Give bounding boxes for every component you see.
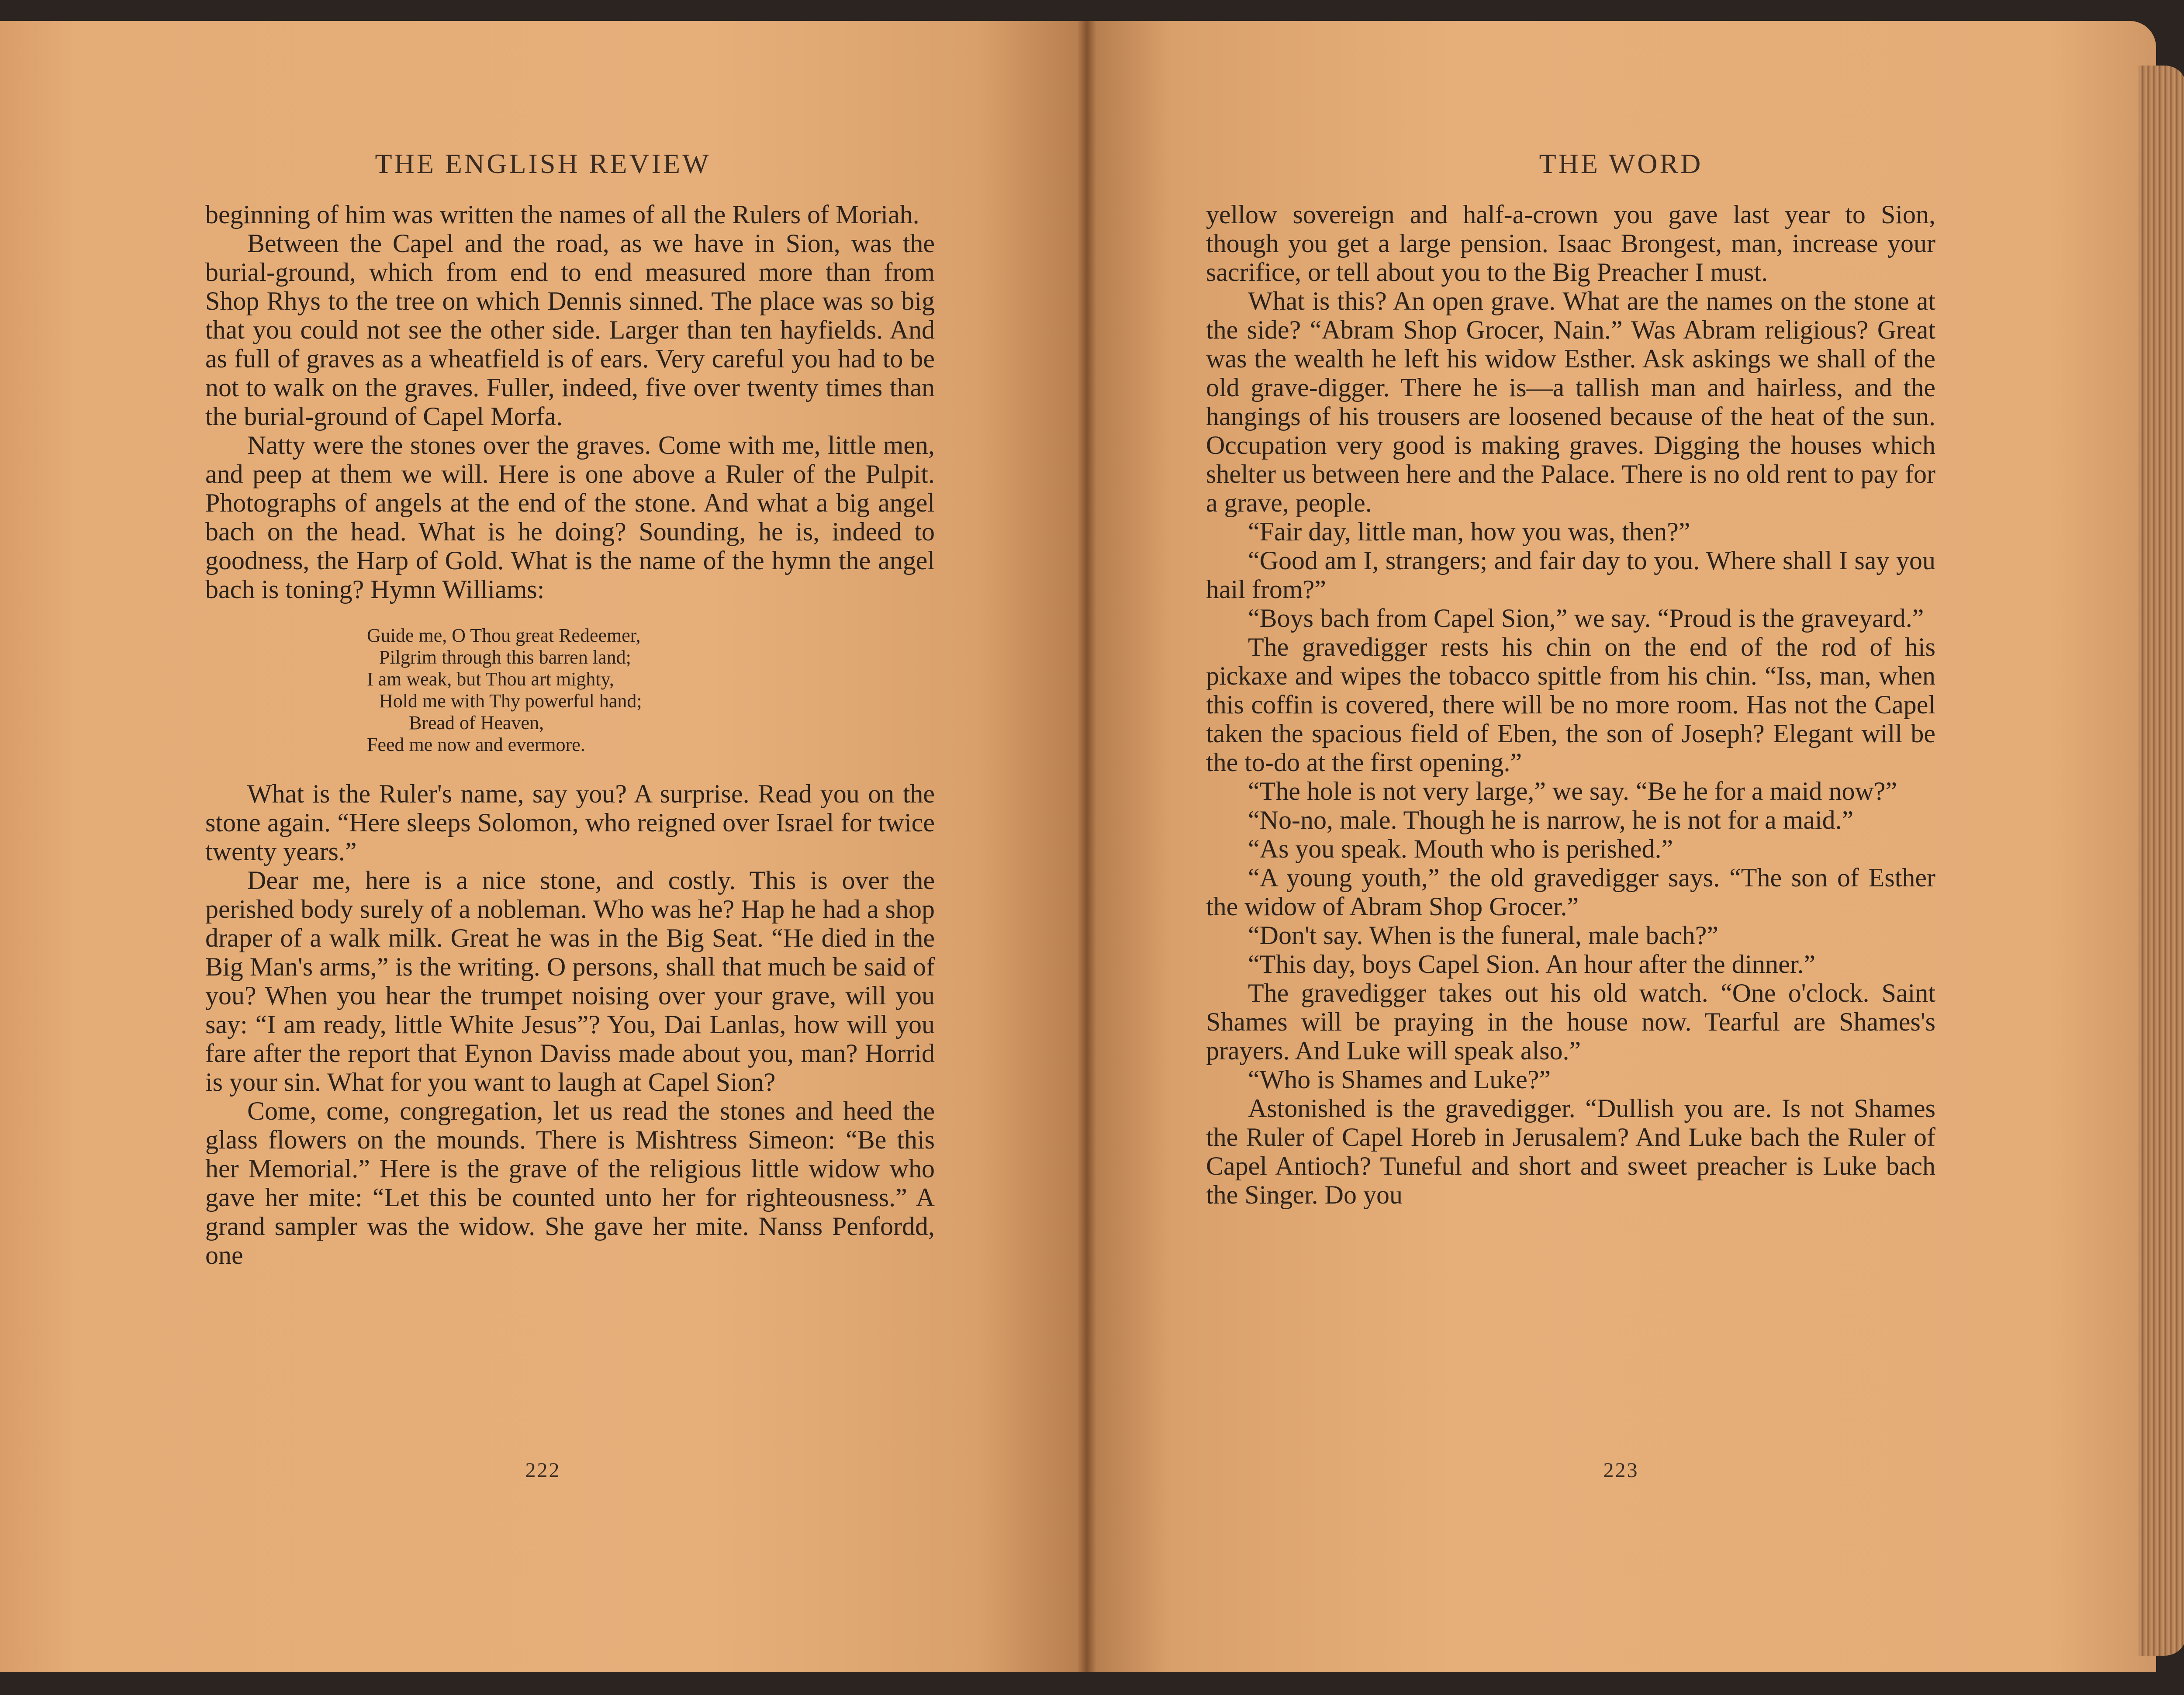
right-paragraph: “As you speak. Mouth who is perished.”: [1248, 834, 1673, 863]
left-paragraph: Dear me, here is a nice stone, and costly. This is over the perished body surely of a nobleman. Who was he? Hap he had a shop draper of a walk milk. Great he was in the Big Seat. “He died in the Big Man's arms,” is the writing. O persons, shall that much be said of you? When you hear the trumpet noising over your grave, will you say: “I am ready, little White Jesus”? You, Dai Lanlas, how will you fare after the report that Eynon Daviss made about you, man? Horrid is your sin. What for you want to laugh at Capel Sion?: [205, 866, 935, 1097]
left-paragraph: Between the Capel and the road, as we have in Sion, was the burial-ground, which from end to end measured more than from Shop Rhys to the tree on which Dennis sinned. The place was so big that you could not see the other side. Larger than ten hayfields. And as full of graves as a wheatfield is of ears. Very careful you had to be not to walk on the graves. Fuller, indeed, five over twenty times than the burial-ground of Capel Morfa.: [205, 229, 935, 431]
right-text-column: [1206, 200, 1935, 1209]
right-paragraph: “Good am I, strangers; and fair day to you. Where shall I say you hail from?”: [1206, 546, 1935, 604]
left-paragraph: Come, come, congregation, let us read the stones and heed the glass flowers on the mounds. There is Mishtress Simeon: “Be this her Memorial.” Here is the grave of the religious little widow who gave her mite: “Let this be counted unto her for righteousness.” A grand sampler was the widow. She gave her mite. Nanss Penfordd, one: [205, 1097, 935, 1270]
right-paragraph: Astonished is the gravedigger. “Dullish you are. Is not Shames the Ruler of Capel Horeb in Jerusalem? And Luke bach the Ruler of Capel Antioch? Tuneful and short and sweet preacher is Luke bach the Singer. Do you: [1206, 1094, 1935, 1209]
right-paragraph: “This day, boys Capel Sion. An hour after the dinner.”: [1248, 950, 1816, 979]
verse-line: Bread of Heaven,: [409, 712, 544, 733]
left-text-column: [205, 200, 935, 1270]
right-paragraph: What is this? An open grave. What are the names on the stone at the side? “Abram Shop Grocer, Nain.” Was Abram religious? Great was the wealth he left his widow Esther. Ask askings we shall of the old grave-digger. There he is—a tallish man and hairless, and the hangings of his trousers are loosened because of the heat of the sun. Occupation very good is making graves. Digging the houses which shelter us between here and the Palace. There is no old rent to pay for a grave, people.: [1206, 287, 1935, 517]
verse-line: Guide me, O Thou great Redeemer,: [367, 625, 641, 646]
page-edges: [2139, 66, 2184, 1656]
verse-line: Pilgrim through this barren land;: [379, 647, 631, 668]
right-paragraph: The gravedigger takes out his old watch. “One o'clock. Saint Shames will be praying in the house now. Tearful are Shames's prayers. And Luke will speak also.”: [1206, 979, 1935, 1065]
right-page: [1086, 21, 2156, 1672]
right-paragraph: “The hole is not very large,” we say. “Be he for a maid now?”: [1248, 777, 1897, 806]
right-page-number: 223: [1603, 1459, 1639, 1482]
left-page-number: 222: [525, 1459, 561, 1482]
right-paragraph: “Who is Shames and Luke?”: [1248, 1065, 1551, 1094]
verse-line: Hold me with Thy powerful hand;: [379, 690, 642, 712]
left-paragraph: What is the Ruler's name, say you? A surprise. Read you on the stone again. “Here sleeps Solomon, who reigned over Israel for twice twenty years.”: [205, 779, 935, 866]
verse-line: Feed me now and evermore.: [367, 734, 585, 755]
right-paragraph: “Fair day, little man, how you was, then?”: [1248, 517, 1690, 546]
verse-line: I am weak, but Thou art mighty,: [367, 668, 614, 690]
right-paragraph: “A young youth,” the old gravedigger says. “The son of Esther the widow of Abram Shop Grocer.”: [1206, 863, 1935, 921]
right-running-head: THE WORD: [1539, 148, 1703, 179]
left-running-head: THE ENGLISH REVIEW: [375, 148, 711, 179]
right-paragraph: “Don't say. When is the funeral, male bach?”: [1248, 921, 1719, 950]
right-paragraph: yellow sovereign and half-a-crown you gave last year to Sion, though you get a large pension. Isaac Brongest, man, increase your sacrifice, or tell about you to the Big Preacher I must.: [1206, 200, 1935, 287]
book-gutter: [1077, 21, 1096, 1672]
left-paragraph: Natty were the stones over the graves. Come with me, little men, and peep at them we will. Here is one above a Ruler of the Pulpit. Photographs of angels at the end of the stone. And what a big angel bach on the head. What is he doing? Sounding, he is, indeed to goodness, the Harp of Gold. What is the name of the hymn the angel bach is toning? Hymn Williams:: [205, 431, 935, 604]
hymn-verse: [367, 625, 935, 756]
right-paragraph: “No-no, male. Though he is narrow, he is not for a maid.”: [1248, 806, 1854, 834]
left-paragraph: beginning of him was written the names of all the Rulers of Moriah.: [205, 200, 919, 229]
right-paragraph: “Boys bach from Capel Sion,” we say. “Proud is the graveyard.”: [1248, 604, 1924, 633]
left-page: [0, 21, 1086, 1672]
right-paragraph: The gravedigger rests his chin on the end of the rod of his pickaxe and wipes the tobacco spittle from his chin. “Iss, man, when this coffin is covered, there will be no more room. Has not the Capel taken the spacious field of Eben, the son of Joseph? Elegant will be the to-do at the first opening.”: [1206, 633, 1935, 777]
